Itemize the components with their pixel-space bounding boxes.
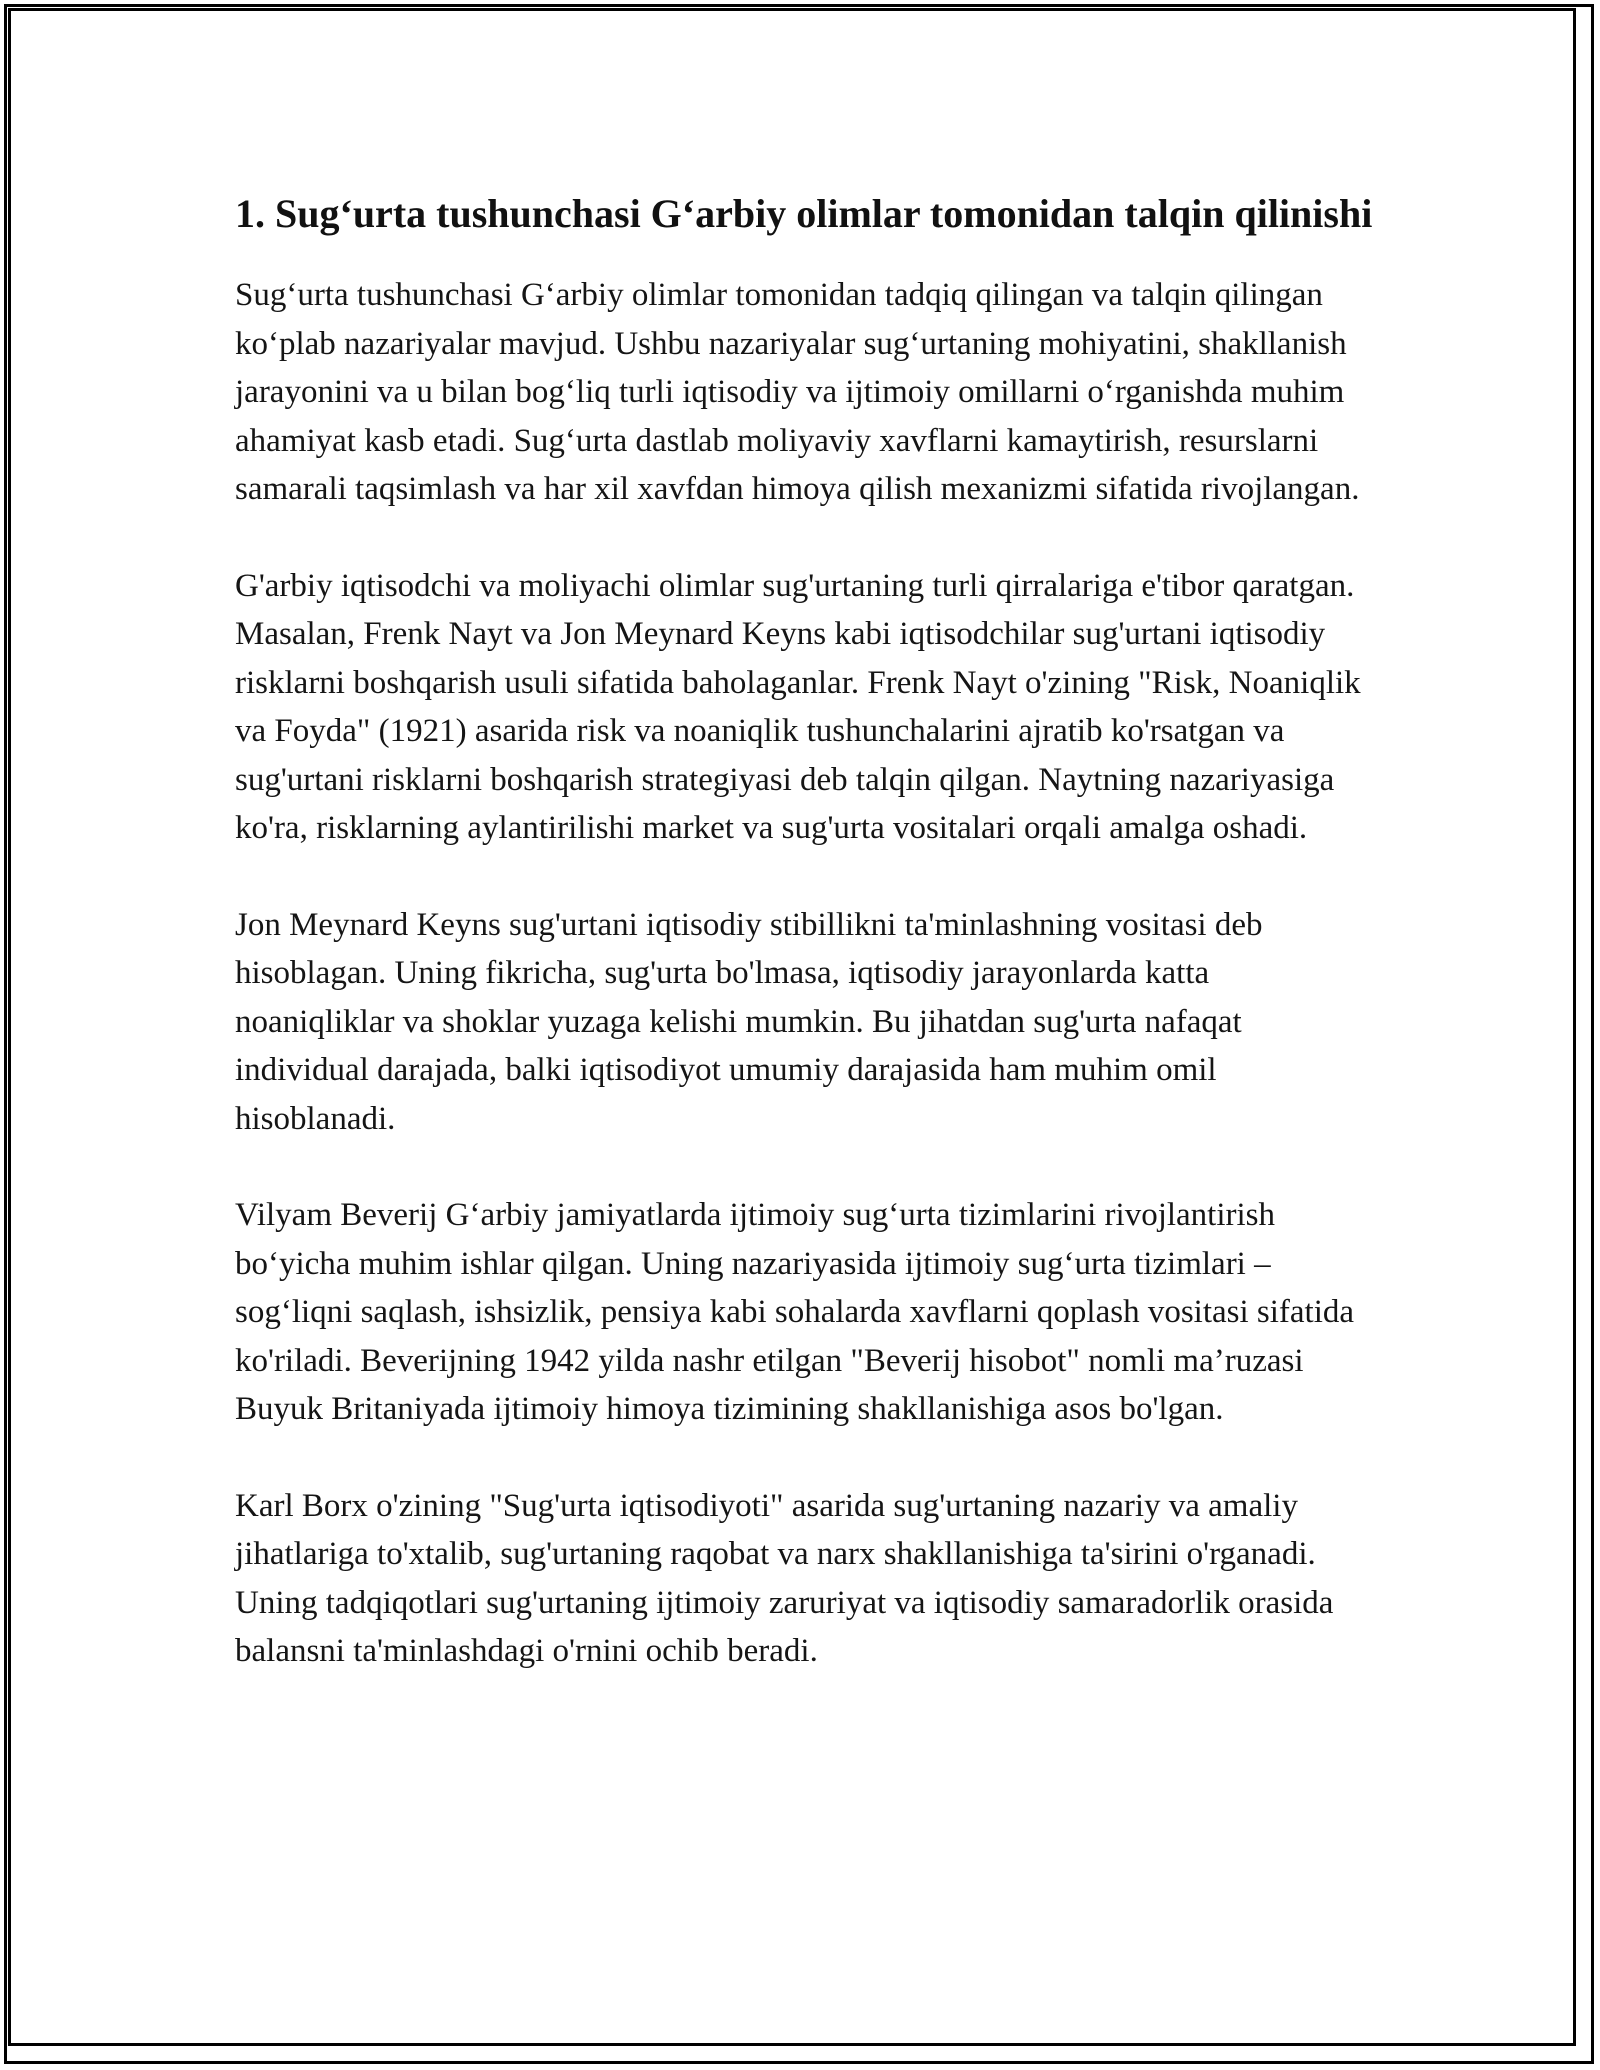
document-body <box>235 186 1375 1724</box>
paragraph-borch: Karl Borx o'zining "Sug'urta iqtisodiyoti" asarida sug'urtaning nazariy va amaliy jihatlariga to'xtalib, sug'urtaning raqobat va narx shakllanishiga ta'sirini o'rganadi. Uning tadqiqotlari sug'urtaning ijtimoiy zaruriyat va iqtisodiy samaradorlik orasida balansni ta'minlashdagi o'rnini ochib beradi. <box>235 1487 1334 1669</box>
section-title: 1. Sug‘urta tushunchasi G‘arbiy olimlar tomonidan talqin qilinishi <box>235 191 1373 236</box>
paragraph-intro: Sug‘urta tushunchasi G‘arbiy olimlar tomonidan tadqiq qilingan va talqin qilingan ko‘plab nazariyalar mavjud. Ushbu nazariyalar sug‘urtaning mohiyatini, shakllanish jarayonini va u bilan bog‘liq turli iqtisodiy va ijtimoiy omillarni o‘rganishda muhim ahamiyat kasb etadi. Sug‘urta dastlab moliyaviy xavflarni kamaytirish, resurslarni samarali taqsimlash va har xil xavfdan himoya qilish mexanizmi sifatida rivojlangan. <box>235 277 1360 507</box>
paragraph-knight: G'arbiy iqtisodchi va moliyachi olimlar sug'urtaning turli qirralariga e'tibor qaratgan. Masalan, Frenk Nayt va Jon Meynard Keyns kabi iqtisodchilar sug'urtani iqtisodiy risklarni boshqarish usuli sifatida baholaganlar. Frenk Nayt o'zining "Risk, Noaniqlik va Foyda" (1921) asarida risk va noaniqlik tushunchalarini ajratib ko'rsatgan va sug'urtani risklarni boshqarish strategiyasi deb talqin qilgan. Naytning nazariyasiga ko'ra, risklarning aylantirilishi market va sug'urta vositalari orqali amalga oshadi. <box>235 567 1361 846</box>
paragraph-beveridge: Vilyam Beverij G‘arbiy jamiyatlarda ijtimoiy sug‘urta tizimlarini rivojlantirish bo‘yicha muhim ishlar qilgan. Uning nazariyasida ijtimoiy sug‘urta tizimlari – sog‘liqni saqlash, ishsizlik, pensiya kabi sohalarda xavflarni qoplash vositasi sifatida ko'riladi. Beverijning 1942 yilda nashr etilgan "Beverij hisobot" nomli ma’ruzasi Buyuk Britaniyada ijtimoiy himoya tizimining shakllanishiga asos bo'lgan. <box>235 1197 1355 1427</box>
paragraph-keynes: Jon Meynard Keyns sug'urtani iqtisodiy stibillikni ta'minlashning vositasi deb hisoblagan. Uning fikricha, sug'urta bo'lmasa, iqtisodiy jarayonlarda katta noaniqliklar va shoklar yuzaga kelishi mumkin. Bu jihatdan sug'urta nafaqat individual darajada, balki iqtisodiyot umumiy darajasida ham muhim omil hisoblanadi. <box>235 906 1263 1137</box>
